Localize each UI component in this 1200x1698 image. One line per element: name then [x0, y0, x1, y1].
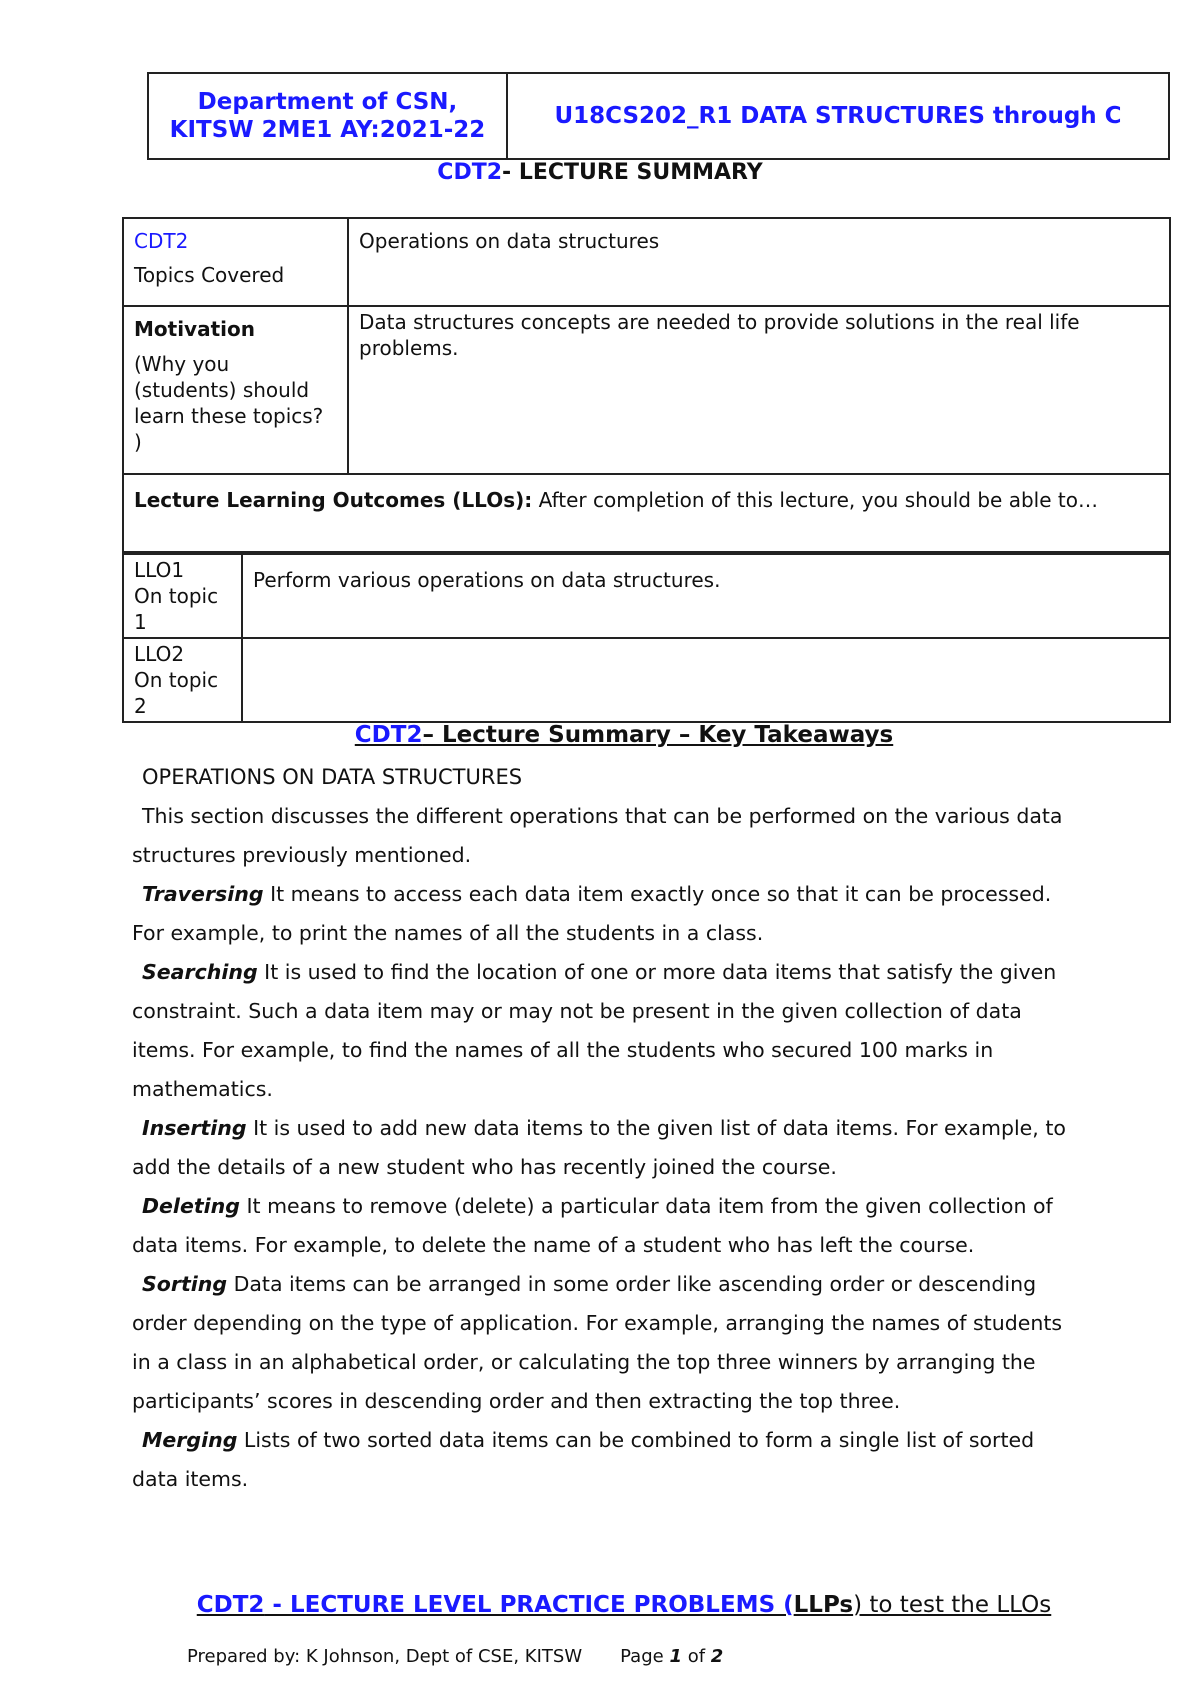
motivation-sub: (Why you (students) should learn these topics? ) [134, 352, 324, 454]
llo2-topic: On topic 2 [134, 668, 219, 718]
llp-heading [0, 1592, 1200, 1618]
llo-row [123, 638, 1170, 722]
op-term: Merging [142, 1428, 238, 1452]
op-text: Lists of two sorted data items can be combined to form a single list of sorted data items. [132, 1428, 1035, 1491]
op-paragraph [132, 875, 1072, 953]
motivation-value: Data structures concepts are needed to provide solutions in the real life problems. [348, 306, 1170, 474]
intro-text: This section discusses the different operations that can be performed on the various data structures previously mentioned. [132, 804, 1063, 867]
op-paragraph [132, 953, 1072, 1109]
llo-heading-rest: After completion of this lecture, you should be able to… [532, 488, 1098, 512]
page-of: of [681, 1646, 711, 1667]
llo1-text: Perform various operations on data structures. [242, 554, 1170, 638]
llo-row [123, 554, 1170, 638]
topics-label: Topics Covered [134, 263, 285, 287]
topics-value: Operations on data structures [348, 218, 1170, 306]
op-text: It is used to find the location of one or more data items that satisfy the given constraint. Such a data item may or may not be present in the given collection of data items. For example, to find the names of all the students who secured 100 marks in mathematics. [132, 960, 1057, 1101]
summary-table [122, 217, 1171, 553]
op-term: Traversing [142, 882, 264, 906]
llo1-id: LLO1 [134, 558, 185, 582]
prepared-by: Prepared by: K Johnson, Dept of CSE, KITSW [187, 1646, 583, 1667]
llp-cdt: CDT2 [196, 1592, 265, 1618]
llo2-id: LLO2 [134, 642, 185, 666]
op-term: Inserting [142, 1116, 247, 1140]
page-title [0, 160, 1200, 185]
topics-cdt: CDT2 [134, 229, 189, 253]
llp-c: ) to test the LLOs [853, 1592, 1052, 1618]
op-term: Searching [142, 960, 258, 984]
llo-heading [123, 474, 1170, 552]
op-text: Data items can be arranged in some order like ascending order or descending order depending on the type of application. For example, arranging the names of students in a class in an alphabetical order, or calculating the top three winners by arranging the participants’ scores in descending order and then extracting the top three. [132, 1272, 1063, 1413]
op-text: It means to remove (delete) a particular data item from the given collection of data items. For example, to delete the name of a student who has left the course. [132, 1194, 1053, 1257]
title-cdt: CDT2 [437, 160, 503, 185]
op-paragraph [132, 1265, 1072, 1421]
takeaways-rest: – Lecture Summary – Key Takeaways [422, 722, 894, 748]
topics-label-cell [123, 218, 348, 306]
page-total: 2 [710, 1646, 724, 1667]
page-footer [187, 1646, 723, 1667]
llo2-text [242, 638, 1170, 722]
llp-a: - LECTURE LEVEL PRACTICE PROBLEMS ( [264, 1592, 794, 1618]
llo1-label [123, 554, 242, 638]
department-info: Department of CSN, KITSW 2ME1 AY:2021-22 [149, 74, 508, 158]
takeaways-cdt: CDT2 [354, 722, 423, 748]
op-paragraph [132, 1421, 1072, 1499]
page-word: Page [620, 1646, 670, 1667]
page-number: 1 [669, 1646, 682, 1667]
llo2-label [123, 638, 242, 722]
takeaways-body [132, 758, 1072, 1499]
title-rest: - LECTURE SUMMARY [502, 160, 763, 185]
op-paragraph [132, 1187, 1072, 1265]
op-term: Deleting [142, 1194, 240, 1218]
course-title: U18CS202_R1 DATA STRUCTURES through C [554, 103, 1122, 129]
llo-heading-bold: Lecture Learning Outcomes (LLOs): [134, 488, 533, 512]
intro-paragraph [132, 797, 1072, 875]
llo-table [122, 553, 1171, 723]
operations-heading: OPERATIONS ON DATA STRUCTURES [142, 765, 523, 789]
motivation-label-cell [123, 306, 348, 474]
takeaways-heading [0, 722, 1200, 748]
motivation-label: Motivation [134, 317, 255, 341]
op-term: Sorting [142, 1272, 228, 1296]
op-text: It is used to add new data items to the given list of data items. For example, to add the details of a new student who has recently joined the course. [132, 1116, 1066, 1179]
op-paragraph [132, 1109, 1072, 1187]
llo1-topic: On topic 1 [134, 584, 219, 634]
llp-b: LLPs [793, 1592, 854, 1618]
header-box [147, 72, 1170, 160]
op-text: It means to access each data item exactly once so that it can be processed. For example, to print the names of all the students in a class. [132, 882, 1052, 945]
